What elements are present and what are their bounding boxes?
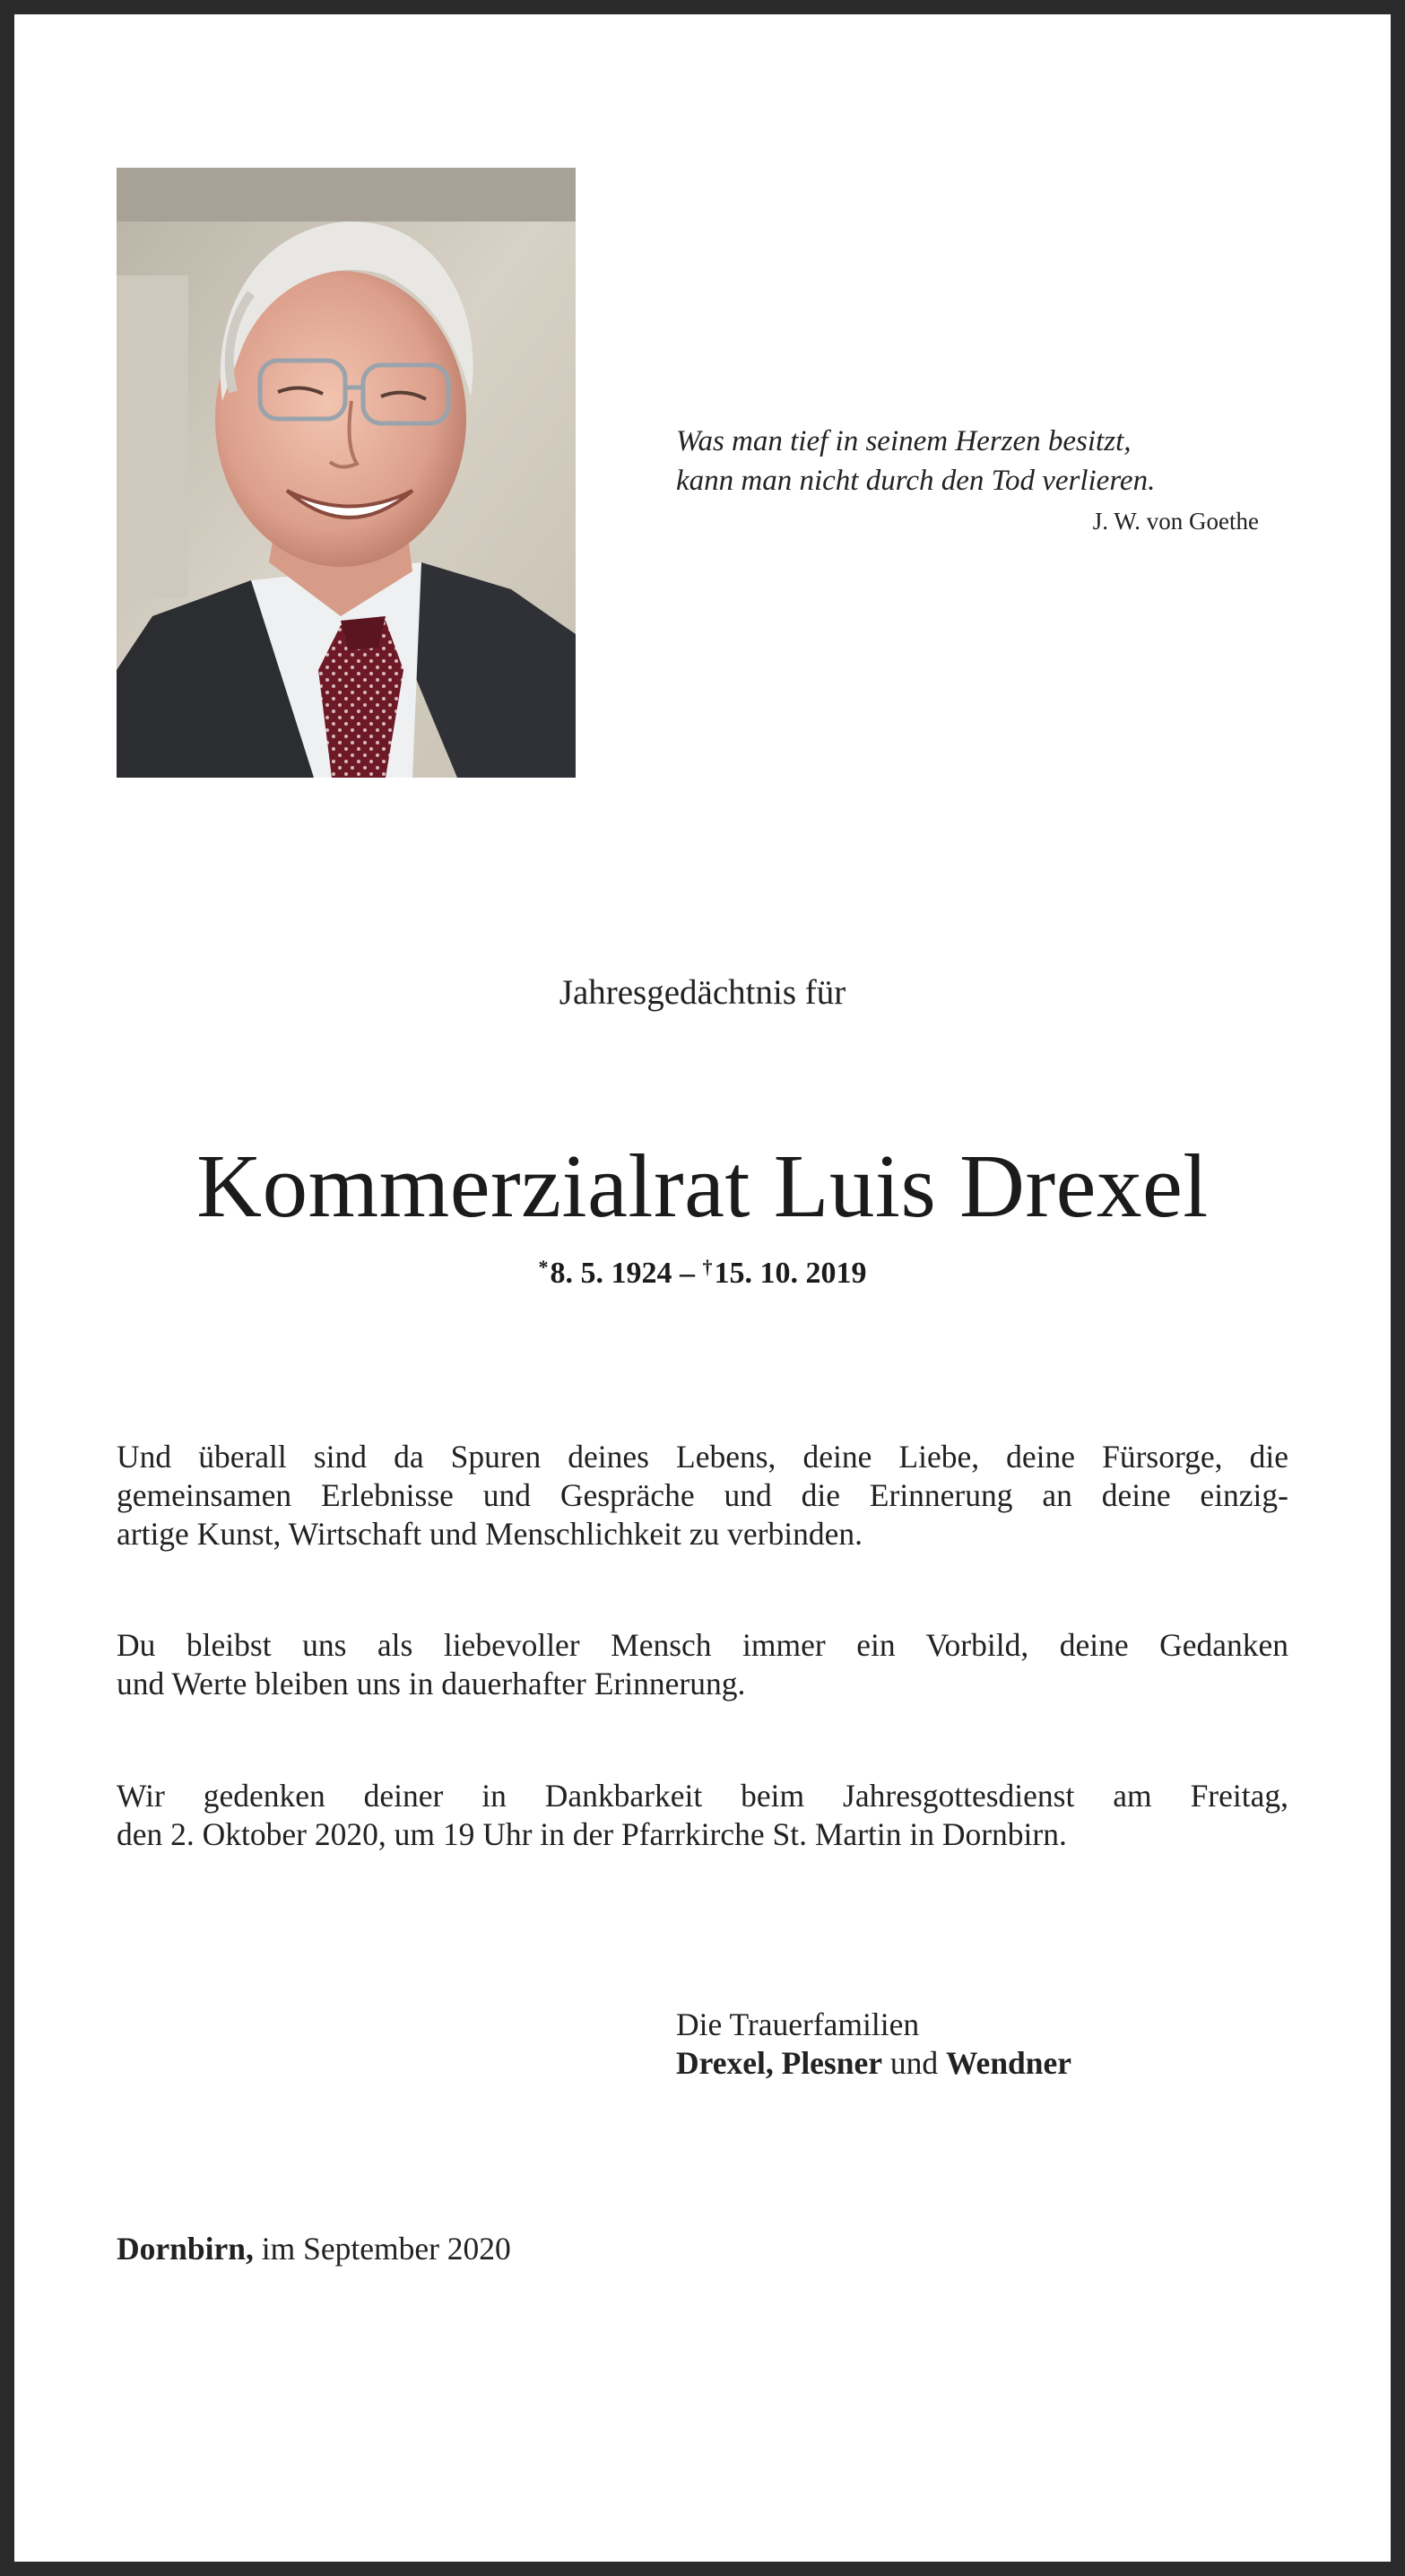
place-and-date [117,2230,924,2268]
signature-families [676,2044,1304,2083]
paragraph-line: Wir gedenken deiner in Dankbarkeit beim Jahresgottesdienst am Freitag, [117,1778,1288,1814]
paragraph-line: Und überall sind da Spuren deines Lebens, deine Liebe, deine Fürsorge, die [117,1439,1288,1475]
paragraph-line: den 2. Oktober 2020, um 19 Uhr in der Pfarrkirche St. Martin in Dornbirn. [117,1816,1067,1852]
family-connector: und [882,2045,947,2081]
paragraph-remembrance [117,1438,1288,1553]
death-date: 15. 10. 2019 [714,1257,867,1290]
paragraph-service-details [117,1777,1288,1854]
family-names-1: Drexel, Plesner [676,2045,883,2081]
quote-line-1: Was man tief in seinem Herzen besitzt, [676,425,1132,457]
paragraph-role-model [117,1626,1288,1703]
paragraph-line: und Werte bleiben uns in dauerhafter Erinnerung. [117,1666,746,1701]
paragraph-line: artige Kunst, Wirtschaft und Menschlichkeit zu verbinden. [117,1516,863,1552]
memorial-intro: Jahresgedächtnis für [559,973,846,1012]
paragraph-line: gemeinsamen Erlebnisse und Gespräche und die Erinnerung an deine einzig- [117,1477,1288,1513]
deceased-name: Kommerzialrat Luis Drexel [196,1136,1209,1236]
portrait-photo [117,168,576,778]
quote-line-2: kann man nicht durch den Tod verlieren. [676,465,1156,497]
family-names-2: Wendner [946,2045,1072,2081]
birth-date: 8. 5. 1924 [550,1257,672,1290]
quote-author: J. W. von Goethe [1092,508,1259,535]
date-separator: – [672,1257,703,1290]
goethe-quote [676,422,1304,500]
life-dates [0,1248,1405,1293]
death-symbol: † [702,1256,713,1278]
signature-intro: Die Trauerfamilien [676,2006,920,2042]
birth-symbol: * [538,1256,549,1278]
place-name: Dornbirn, [117,2231,254,2267]
mourning-families [676,2006,1304,2083]
paragraph-line: Du bleibst uns als liebevoller Mensch immer ein Vorbild, deine Gedanken [117,1627,1288,1663]
date-text: im September 2020 [253,2231,511,2267]
